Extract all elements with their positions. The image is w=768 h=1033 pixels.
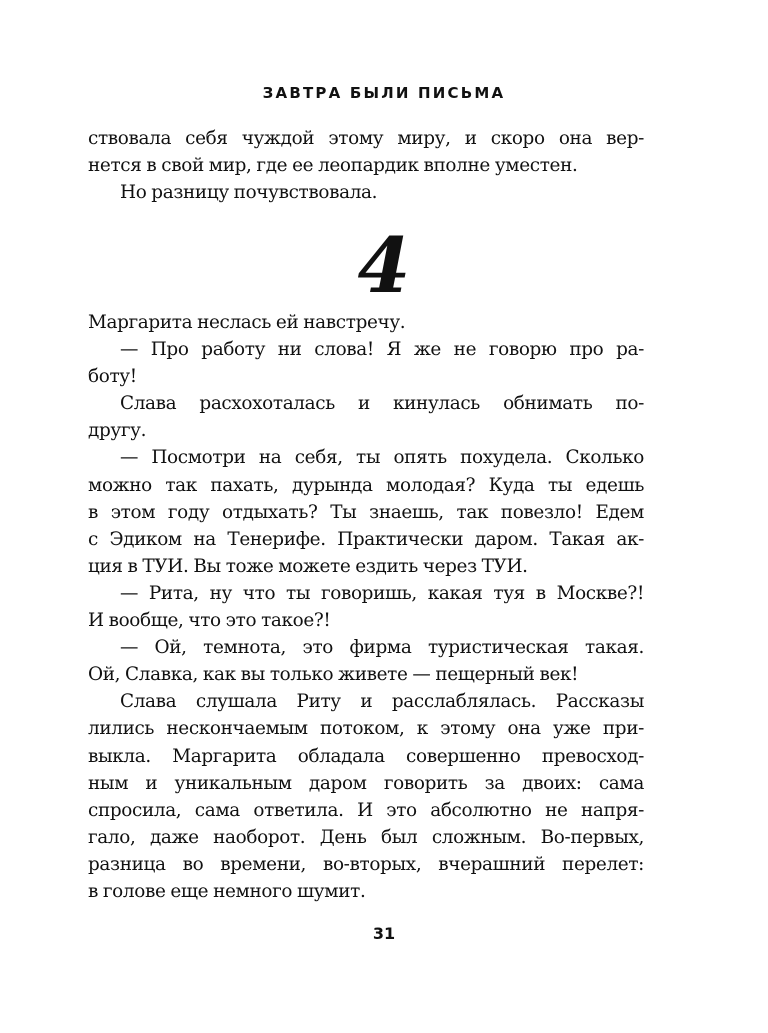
chapter-number: 4 (357, 221, 411, 310)
text-line: — Про работу ни слова! Я же не говорю про ра- (120, 339, 644, 361)
text-line: Слава слушала Риту и расслаблялась. Рассказы (120, 691, 644, 713)
text-line: другу. (88, 420, 147, 442)
text-line: — Рита, ну что ты говоришь, какая туя в Москве?! (120, 582, 644, 604)
text-line: гало, даже наоборот. День был сложным. Во-первых, (88, 826, 644, 848)
text-line: нется в свой мир, где ее леопардик вполне уместен. (88, 155, 578, 177)
text-line: Ой, Славка, как вы только живете — пещерный век! (88, 664, 579, 686)
text-line: ция в ТУИ. Вы тоже можете ездить через ТУИ. (88, 555, 528, 577)
text-line: Но разницу почувствовала. (120, 182, 378, 204)
text-line: в этом году отдыхать? Ты знаешь, так повезло! Едем (88, 501, 644, 523)
text-line: И вообще, что это такое?! (88, 610, 331, 632)
text-line: боту! (88, 366, 137, 388)
text-line: можно так пахать, дурында молодая? Куда ты едешь (88, 474, 644, 496)
text-line: Слава расхохоталась и кинулась обнимать по- (120, 393, 644, 415)
text-line: с Эдиком на Тенерифе. Практически даром. Такая ак- (88, 528, 644, 550)
text-line: в голове еще немного шумит. (88, 880, 366, 902)
text-line: Маргарита неслась ей навстречу. (88, 312, 406, 333)
text-block-intro (88, 125, 644, 206)
running-head: ЗАВТРА БЫЛИ ПИСЬМА (262, 84, 506, 102)
text-line: — Посмотри на себя, ты опять похудела. Сколько (120, 447, 644, 469)
text-line: — Ой, темнота, это фирма туристическая такая. (120, 637, 644, 659)
text-line: ствовала себя чуждой этому миру, и скоро она вер- (88, 128, 644, 149)
text-line: разница во времени, во-вторых, вчерашний перелет: (88, 853, 644, 875)
page-number: 31 (372, 924, 396, 943)
text-block-main (88, 309, 644, 905)
text-line: ным и уникальным даром говорить за двоих: сама (88, 772, 644, 794)
text-line: спросила, сама ответила. И это абсолютно не напря- (88, 799, 644, 821)
text-line: выкла. Маргарита обладала совершенно превосход- (88, 745, 644, 767)
text-line: лились нескончаемым потоком, к этому она уже при- (88, 718, 644, 740)
